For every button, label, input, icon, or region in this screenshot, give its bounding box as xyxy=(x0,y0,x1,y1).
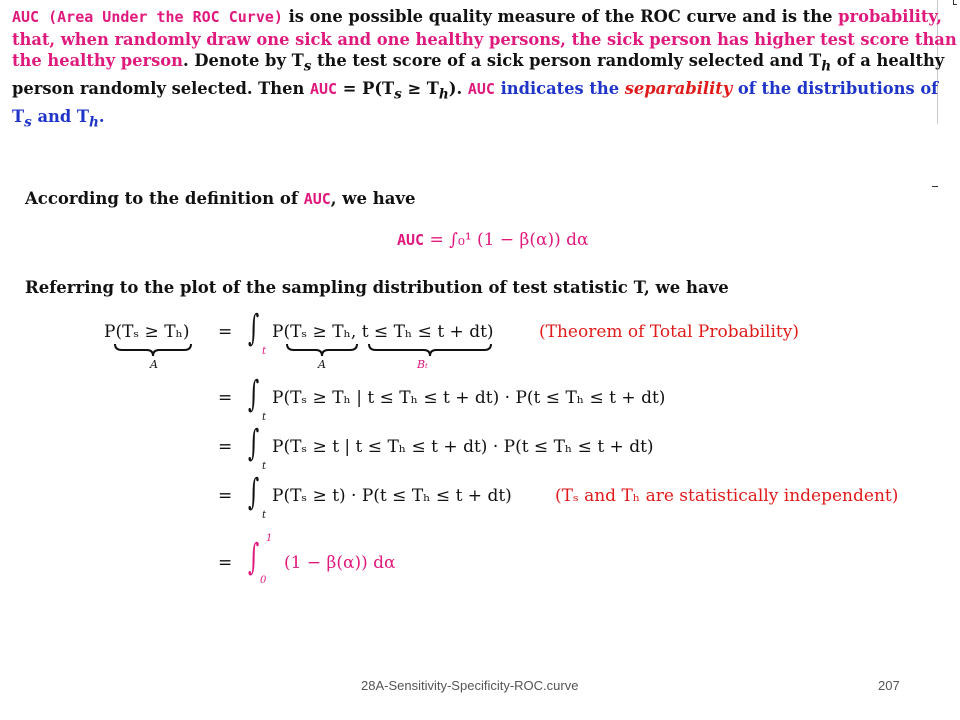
definition-prefix: According to the definition of xyxy=(25,189,304,208)
referring-line: Referring to the plot of the sampling distribution of test statistic T, we have xyxy=(25,278,729,297)
integral-5: ∫ xyxy=(248,537,260,578)
probability-phrase: probability, that, when randomly draw one sick and one healthy persons, the sick person has higher test score than the healthy person xyxy=(12,7,957,70)
intro-text-1: is one possible quality measure of the ROC curve and is the xyxy=(282,7,839,26)
total-probability-note: (Theorem of Total Probability) xyxy=(539,322,799,342)
integral-2: ∫ xyxy=(248,374,260,415)
integral-4-sub: t xyxy=(262,510,267,521)
intro-text-5: = P(T xyxy=(337,78,395,98)
and-th-text: and T xyxy=(31,106,90,126)
definition-line xyxy=(25,189,416,208)
auc-word-2: AUC xyxy=(467,79,495,98)
intro-text-2: . Denote by T xyxy=(183,51,304,70)
auc-term: AUC (Area Under the ROC Curve) xyxy=(12,8,283,26)
intro-text-7: ). xyxy=(448,78,468,98)
equals-2: = xyxy=(218,388,233,408)
line1-label-a: A xyxy=(318,358,326,371)
sub-s-2: s xyxy=(394,86,402,102)
definition-auc: AUC xyxy=(303,190,331,208)
integral-5-upper: 1 xyxy=(266,533,273,544)
of-distributions-text: of the distributions of T xyxy=(12,78,939,126)
lhs-underbrace xyxy=(114,343,192,357)
integral-5-lower: 0 xyxy=(260,575,267,586)
line5-expression: (1 − β(α)) dα xyxy=(284,553,396,573)
sub-h-3: h xyxy=(89,113,99,130)
frame-tick xyxy=(932,186,938,187)
integral-3-sub: t xyxy=(262,461,267,472)
auc-word: AUC xyxy=(310,79,338,98)
corner-mark xyxy=(953,0,957,5)
intro-text-4: of a healthy person randomly selected. Then xyxy=(12,51,945,98)
definition-suffix: , we have xyxy=(330,189,416,208)
footer-title: 28A-Sensitivity-Specificity-ROC.curve xyxy=(361,678,579,693)
lhs-expression: P(Tₛ ≥ Tₕ) xyxy=(104,322,190,342)
lhs-brace-label: A xyxy=(150,358,158,371)
auc-eq-rhs: = ∫₀¹ (1 − β(α)) dα xyxy=(429,230,589,250)
intro-text-3: the test score of a sick person randomly selected and T xyxy=(311,51,822,70)
line1-brace-a xyxy=(286,343,358,357)
sub-h-2: h xyxy=(438,86,449,102)
equals-3: = xyxy=(218,437,233,457)
sub-s-3: s xyxy=(24,113,32,130)
auc-eq-lhs: AUC xyxy=(397,231,425,249)
line1-expression: P(Tₛ ≥ Tₕ, t ≤ Tₕ ≤ t + dt) xyxy=(272,322,494,342)
line3-expression: P(Tₛ ≥ t | t ≤ Tₕ ≤ t + dt) · P(t ≤ Tₕ ≤ t + dt) xyxy=(272,437,654,457)
indicates-text: indicates the xyxy=(494,78,625,98)
intro-period: . xyxy=(98,106,105,126)
intro-text-6: ≥ T xyxy=(401,78,439,98)
equals-1: = xyxy=(218,322,233,342)
integral-2-sub: t xyxy=(262,412,267,423)
sub-h: h xyxy=(821,58,832,75)
intro-paragraph xyxy=(12,6,957,133)
integral-4: ∫ xyxy=(248,472,260,513)
line1-label-b: Bₜ xyxy=(417,358,428,371)
line4-expression: P(Tₛ ≥ t) · P(t ≤ Tₕ ≤ t + dt) xyxy=(272,486,512,506)
page-number: 207 xyxy=(878,678,900,693)
independence-note: (Tₛ and Tₕ are statistically independent) xyxy=(555,486,899,506)
integral-1-sub: t xyxy=(262,346,267,357)
line2-expression: P(Tₛ ≥ Tₕ | t ≤ Tₕ ≤ t + dt) · P(t ≤ Tₕ ≤ t + dt) xyxy=(272,388,666,408)
integral-3: ∫ xyxy=(248,423,260,464)
auc-equation xyxy=(397,230,589,250)
line1-brace-b xyxy=(368,343,492,357)
equals-5: = xyxy=(218,553,233,573)
integral-1: ∫ xyxy=(248,308,260,349)
equals-4: = xyxy=(218,486,233,506)
sub-s: s xyxy=(303,58,312,75)
separability-word: separability xyxy=(624,78,733,98)
